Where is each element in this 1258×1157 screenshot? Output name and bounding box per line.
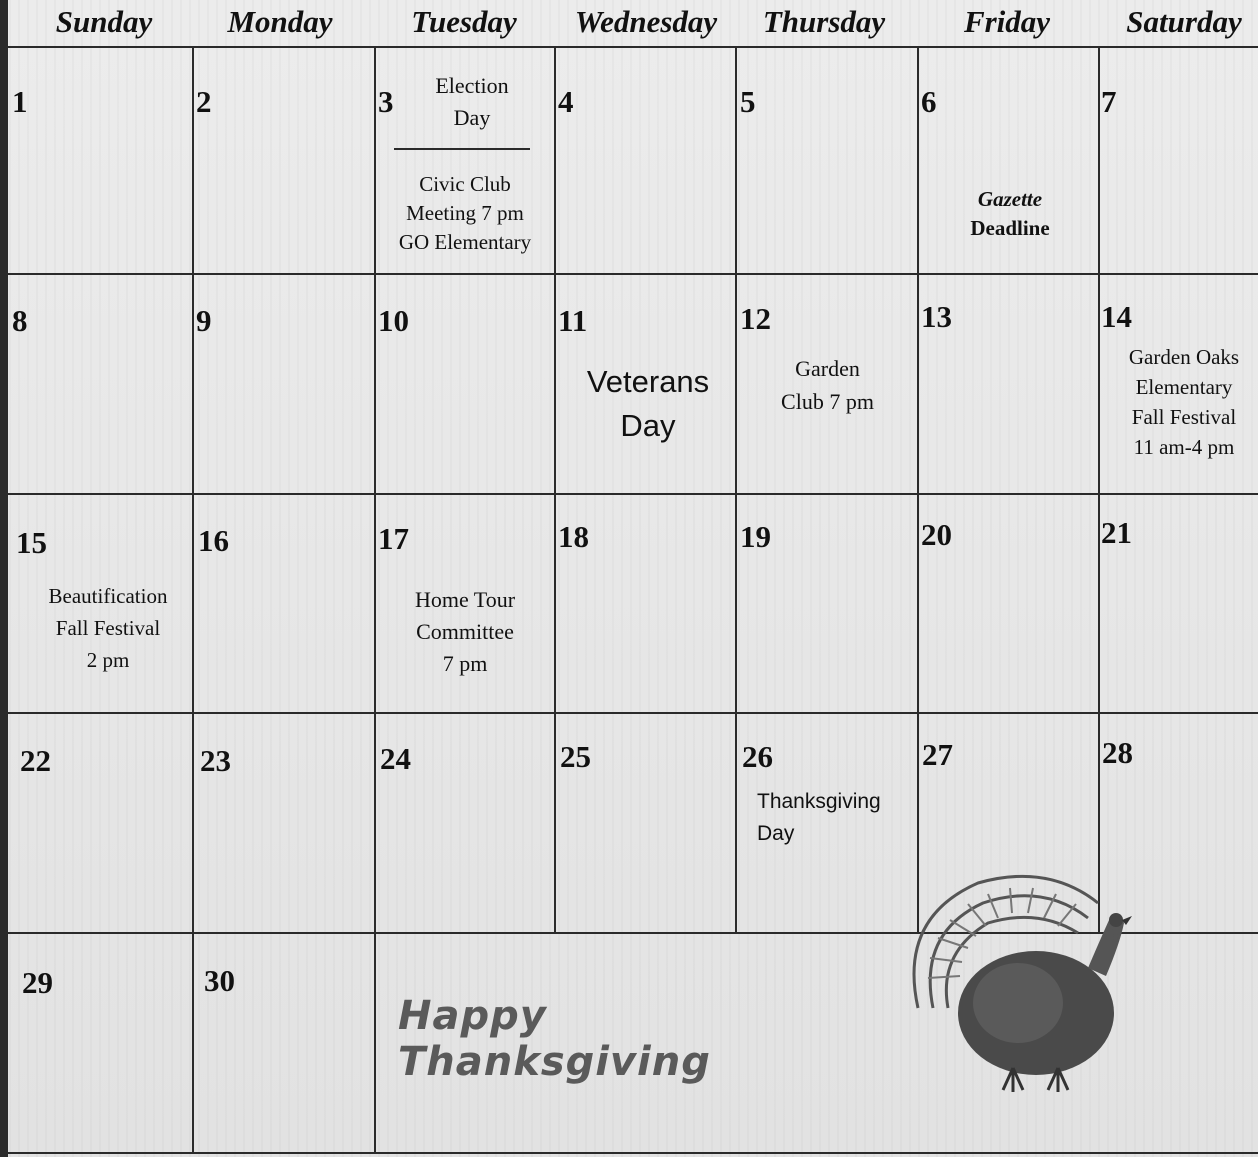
day-26: 26	[742, 739, 773, 774]
page-edge	[0, 0, 8, 1157]
day-23: 23	[200, 743, 231, 778]
event-beautification: Beautification Fall Festival 2 pm	[48, 584, 168, 672]
day-21: 21	[1101, 515, 1132, 550]
day-25: 25	[560, 739, 591, 774]
grid-line	[8, 273, 1258, 275]
grid-line	[8, 1152, 1258, 1154]
day-18: 18	[558, 519, 589, 554]
grid-line	[8, 46, 1258, 48]
grid-line	[735, 46, 737, 934]
day-27: 27	[922, 737, 953, 772]
day-19: 19	[740, 519, 771, 554]
day-29: 29	[22, 965, 53, 1000]
day-12: 12	[740, 301, 771, 336]
header-tuesday: Tuesday	[411, 4, 517, 39]
event-garden-oaks-festival: Garden Oaks Elementary Fall Festival 11 am-4 pm	[1128, 345, 1240, 459]
header-monday: Monday	[227, 4, 333, 39]
event-garden-club: Garden Club 7 pm	[781, 356, 874, 414]
event-thanksgiving-day: Thanksgiving Day	[757, 790, 881, 845]
event-election-day: Election Day	[435, 73, 509, 130]
grid-line	[1098, 46, 1100, 934]
day-1: 1	[12, 84, 28, 119]
header-sunday: Sunday	[55, 4, 153, 39]
header-friday: Friday	[963, 4, 1051, 39]
header-saturday: Saturday	[1126, 4, 1242, 39]
day-4: 4	[558, 84, 574, 119]
grid-line	[917, 46, 919, 934]
day-24: 24	[380, 741, 411, 776]
day-20: 20	[921, 517, 952, 552]
day-11: 11	[558, 303, 588, 338]
header-thursday: Thursday	[762, 4, 886, 39]
grid-line	[554, 46, 556, 934]
day-15: 15	[16, 525, 47, 560]
event-gazette-deadline: Gazette Deadline	[970, 187, 1050, 240]
turkey-icon	[888, 858, 1138, 1098]
header-wednesday: Wednesday	[574, 4, 718, 39]
day-13: 13	[921, 299, 952, 334]
grid-line	[8, 712, 1258, 714]
event-veterans-day: Veterans Day	[586, 364, 710, 443]
happy-thanksgiving-greeting: Happy Thanksgiving	[398, 993, 711, 1085]
day-6: 6	[921, 84, 937, 119]
grid-line	[8, 493, 1258, 495]
day-3: 3	[378, 84, 394, 119]
event-home-tour: Home Tour Committee 7 pm	[414, 587, 516, 676]
day-22: 22	[20, 743, 51, 778]
day-7: 7	[1101, 84, 1117, 119]
day-2: 2	[196, 84, 212, 119]
day-10: 10	[378, 303, 409, 338]
event-civic-club: Civic Club Meeting 7 pm GO Elementary	[398, 172, 532, 254]
grid-line	[374, 46, 376, 1154]
day-28: 28	[1102, 735, 1133, 770]
day-5: 5	[740, 84, 756, 119]
day-16: 16	[198, 523, 229, 558]
day-14: 14	[1101, 299, 1132, 334]
day-30: 30	[204, 963, 235, 998]
day-9: 9	[196, 303, 212, 338]
day-8: 8	[12, 303, 28, 338]
day-17: 17	[378, 521, 409, 556]
event-divider	[394, 148, 530, 150]
